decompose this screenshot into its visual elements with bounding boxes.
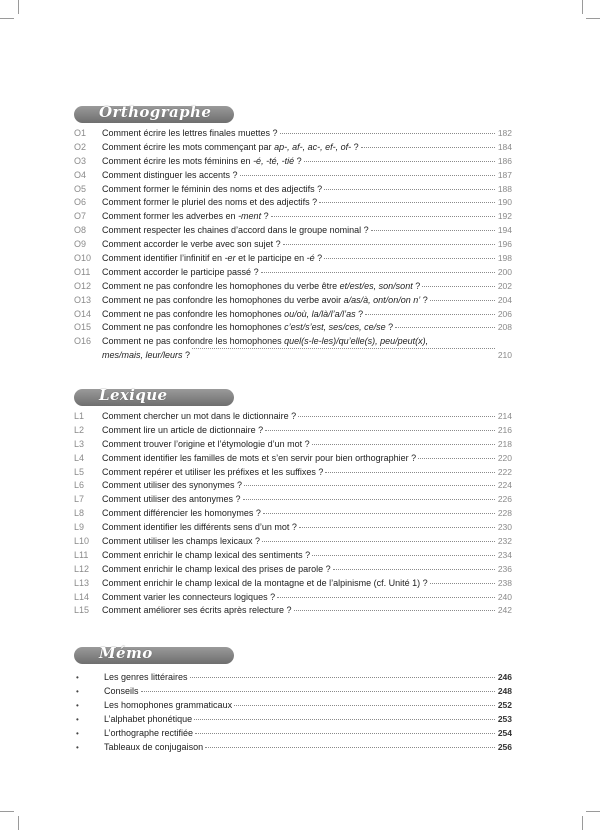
dot-leader [194,718,495,720]
entry-title: Comment lire un article de dictionnaire ? [102,424,264,435]
entry-page: 214 [497,411,512,421]
entry-title: Comment écrire les mots commençant par ap-, af-, ac-, ef-, of- ? [102,141,359,152]
dot-leader [205,746,495,748]
toc-list [74,127,512,363]
dot-leader [324,188,495,190]
entry-title: Comment enrichir le champ lexical de la montagne et de l’alpinisme (cf. Unité 1) ? [102,577,428,588]
dot-leader [280,132,495,134]
entry-title-emphasis: -er [224,253,236,264]
entry-page: 210 [497,350,512,361]
entry-page: 242 [497,605,512,616]
toc-entry[interactable] [74,466,512,480]
dot-leader [312,554,495,556]
dot-leader [333,568,495,570]
entry-page: 196 [497,239,512,250]
dot-leader [265,429,495,431]
section-banner [74,103,234,123]
dot-leader [263,512,495,514]
entry-title: Comment ne pas confondre les homophones quel(s-le-les)/qu’elle(s), peu/peut(x), [102,336,429,347]
entry-title: Comment accorder le participe passé ? [102,266,259,277]
entry-title: Comment former les adverbes en -ment ? [102,211,269,222]
entry-page: 186 [497,155,512,166]
entry-title-emphasis: et/est/es, son/sont [339,280,413,291]
toc-entry[interactable] [74,183,512,197]
toc-entry[interactable] [74,740,512,754]
entry-code: L2 [74,424,85,435]
entry-title: Comment ne pas confondre les homophones du verbe être et/est/es, son/sont ? [102,280,421,291]
entry-title-emphasis: ou/où, la/là/l’a/l’as [284,308,356,319]
section-banner [74,386,234,406]
entry-page: 246 [497,672,512,682]
entry-page: 256 [497,742,512,752]
entry-code: O3 [74,155,87,166]
entry-page: 238 [497,577,512,588]
entry-page: 222 [497,466,512,477]
toc-entry[interactable] [74,712,512,726]
toc-entry[interactable] [74,452,512,466]
toc-entry[interactable] [74,169,512,183]
entry-code: O9 [74,239,87,250]
entry-code: L8 [74,508,85,519]
toc-entry[interactable] [74,155,512,169]
toc-entry[interactable] [74,591,512,605]
entry-code: O16 [74,336,92,347]
bullet: • [76,729,79,738]
entry-code: O6 [74,197,87,208]
toc-entry[interactable] [74,535,512,549]
entry-page: 184 [497,141,512,152]
entry-title-emphasis: a/as/à, ont/on/on n’ [343,294,421,305]
entry-title: Comment varier les connecteurs logiques ? [102,591,276,602]
dot-leader [430,582,495,584]
entry-code: L12 [74,563,90,574]
dot-leader [299,526,495,528]
entry-page: 208 [497,322,512,333]
entry-title: Comment former le féminin des noms et des adjectifs ? [102,183,323,194]
toc-entry[interactable] [74,563,512,577]
entry-code: L14 [74,591,90,602]
dot-leader [190,676,495,678]
section-title: Lexique [99,386,168,404]
entry-code: L3 [74,438,85,449]
entry-code: O15 [74,322,92,333]
dot-leader [325,471,494,473]
entry-page: 226 [497,494,512,505]
toc-list [74,410,512,618]
entry-page: 252 [497,700,512,710]
bullet: • [76,673,79,682]
dot-leader [261,271,495,273]
toc-entry[interactable] [74,252,512,266]
toc-entry[interactable] [74,479,512,493]
toc-entry[interactable] [74,577,512,591]
dot-leader [319,201,495,203]
toc-entry[interactable] [74,493,512,507]
entry-code: L11 [74,549,89,560]
toc-entry[interactable] [74,280,512,294]
entry-code: L15 [74,605,90,616]
dot-leader [361,146,495,148]
entry-code: O2 [74,141,87,152]
dot-leader [371,229,495,231]
section-title: Orthographe [99,103,212,121]
dot-leader [141,690,495,692]
dot-leader [294,609,495,611]
entry-title: L’alphabet phonétique [104,714,193,724]
toc-entry[interactable] [74,410,512,424]
entry-code: O8 [74,225,87,236]
entry-title: Les homophones grammaticaux [104,700,233,710]
crop-mark [586,811,600,812]
toc-list [74,670,512,754]
dot-leader [277,596,495,598]
entry-page: 234 [497,549,512,560]
entry-title: L’orthographe rectifiée [104,728,194,738]
entry-page: 202 [497,280,512,291]
dot-leader [312,443,495,445]
entry-title-continued: mes/mais, leur/leurs ? [102,350,191,361]
entry-code: O14 [74,308,92,319]
toc-entry[interactable] [74,698,512,712]
entry-code: L10 [74,536,90,547]
entry-page: 198 [497,253,512,264]
toc-entry[interactable] [74,670,512,684]
section-memo [74,644,512,754]
entry-title: Comment identifier les différents sens d’un mot ? [102,522,297,533]
crop-mark [0,811,14,812]
entry-code: L13 [74,577,90,588]
entry-title: Comment utiliser des antonymes ? [102,494,241,505]
entry-title: Tableaux de conjugaison [104,742,204,752]
entry-code: O13 [74,294,92,305]
entry-page: 253 [497,714,512,724]
entry-title: Comment chercher un mot dans le dictionnaire ? [102,411,297,421]
entry-title: Comment différencier les homonymes ? [102,508,261,519]
entry-title: Comment respecter les chaines d’accord dans le groupe nominal ? [102,225,369,236]
toc-entry[interactable] [74,604,512,618]
toc-entry[interactable] [74,294,512,308]
entry-page: 218 [497,438,512,449]
crop-mark [582,816,583,830]
toc-entry[interactable] [74,321,512,335]
entry-title: Comment accorder le verbe avec son sujet ? [102,239,281,250]
entry-page: 254 [497,728,512,738]
dot-leader [324,257,495,259]
bullet: • [76,701,79,710]
entry-title-emphasis: -é, -té, -tié [253,155,295,166]
toc-entry[interactable] [74,210,512,224]
entry-title-emphasis: mes/mais, leur/leurs [102,350,183,361]
entry-title: Comment améliorer ses écrits après relecture ? [102,605,292,616]
entry-title: Comment écrire les mots féminins en -é, -té, -tié ? [102,155,302,166]
toc-entry-line [74,349,512,363]
entry-page: 224 [497,480,512,491]
dot-leader [195,732,495,734]
toc-entry[interactable] [74,521,512,535]
entry-page: 182 [497,128,512,138]
toc-entry[interactable] [74,196,512,210]
toc-entry[interactable] [74,684,512,698]
crop-mark [0,18,14,19]
entry-page: 228 [497,508,512,519]
entry-title: Comment écrire les lettres finales muettes ? [102,128,278,138]
entry-page: 204 [497,294,512,305]
entry-page: 232 [497,536,512,547]
toc-entry[interactable] [74,438,512,452]
section-orthographe [74,103,512,363]
entry-title: Comment enrichir le champ lexical des prises de parole ? [102,563,331,574]
entry-title: Comment ne pas confondre les homophones ou/où, la/là/l’a/l’as ? [102,308,364,319]
toc-entry[interactable] [74,266,512,280]
entry-page: 200 [497,266,512,277]
entry-page: 240 [497,591,512,602]
toc-entry[interactable] [74,238,512,252]
crop-mark [18,816,19,830]
entry-code: L1 [74,411,85,421]
entry-title: Comment identifier les familles de mots et s’en servir pour bien orthographier ? [102,452,417,463]
entry-page: 192 [497,211,512,222]
entry-title: Comment utiliser les champs lexicaux ? [102,536,261,547]
entry-code: L9 [74,522,85,533]
entry-title-emphasis: c’est/s’est, ses/ces, ce/se [284,322,386,333]
entry-page: 230 [497,522,512,533]
dot-leader [365,313,495,315]
dot-leader [192,347,495,349]
entry-page: 216 [497,424,512,435]
entry-code: L4 [74,452,85,463]
dot-leader [283,243,495,245]
entry-page: 236 [497,563,512,574]
entry-page: 188 [497,183,512,194]
dot-leader [262,540,495,542]
toc-entry[interactable] [74,549,512,563]
entry-page: 187 [497,169,512,180]
entry-code: O1 [74,128,87,138]
dot-leader [271,215,495,217]
entry-code: O12 [74,280,92,291]
dot-leader [395,326,495,328]
entry-page: 248 [497,686,512,696]
dot-leader [418,457,495,459]
entry-code: O10 [74,253,92,264]
entry-title: Comment former le pluriel des noms et des adjectifs ? [102,197,318,208]
entry-title-emphasis: -é [306,253,315,264]
entry-title: Comment utiliser des synonymes ? [102,480,243,491]
dot-leader [244,484,495,486]
dot-leader [304,160,495,162]
entry-page: 220 [497,452,512,463]
section-banner [74,644,234,664]
entry-title: Comment repérer et utiliser les préfixes et les suffixes ? [102,466,324,477]
entry-title: Comment identifier l’infinitif en -er et le participe en -é ? [102,253,323,264]
toc-entry[interactable] [74,507,512,521]
dot-leader [422,285,495,287]
toc-entry[interactable] [74,141,512,155]
crop-mark [582,0,583,14]
section-lexique [74,386,512,618]
entry-code: L6 [74,480,85,491]
entry-code: O11 [74,266,91,277]
dot-leader [430,299,495,301]
crop-mark [586,18,600,19]
entry-title: Les genres littéraires [104,672,188,682]
entry-page: 194 [497,225,512,236]
entry-page: 190 [497,197,512,208]
entry-title-emphasis: quel(s-le-les)/qu’elle(s), peu/peut(x), [284,336,429,347]
entry-code: O5 [74,183,87,194]
entry-code: L7 [74,494,85,505]
entry-title: Comment enrichir le champ lexical des sentiments ? [102,549,311,560]
toc-entry[interactable] [74,726,512,740]
toc-entry[interactable] [74,335,512,363]
toc-entry[interactable] [74,424,512,438]
entry-page: 206 [497,308,512,319]
section-title: Mémo [99,644,153,662]
toc-entry[interactable] [74,127,512,141]
entry-code: O7 [74,211,87,222]
entry-title: Comment ne pas confondre les homophones du verbe avoir a/as/à, ont/on/on n’ ? [102,294,428,305]
bullet: • [76,743,79,752]
dot-leader [240,174,495,176]
toc-entry[interactable] [74,308,512,322]
entry-title: Comment distinguer les accents ? [102,169,238,180]
entry-title: Comment ne pas confondre les homophones c’est/s’est, ses/ces, ce/se ? [102,322,394,333]
entry-title-emphasis: -ment [238,211,262,222]
dot-leader [298,415,495,417]
entry-title: Conseils [104,686,139,696]
entry-code: L5 [74,466,85,477]
entry-title: Comment trouver l’origine et l’étymologie d’un mot ? [102,438,310,449]
crop-mark [18,0,19,14]
entry-code: O4 [74,169,87,180]
entry-title-emphasis: ap-, af-, ac-, ef-, of- [274,141,352,152]
dot-leader [243,498,495,500]
dot-leader [234,704,495,706]
toc-entry[interactable] [74,224,512,238]
bullet: • [76,715,79,724]
bullet: • [76,687,79,696]
